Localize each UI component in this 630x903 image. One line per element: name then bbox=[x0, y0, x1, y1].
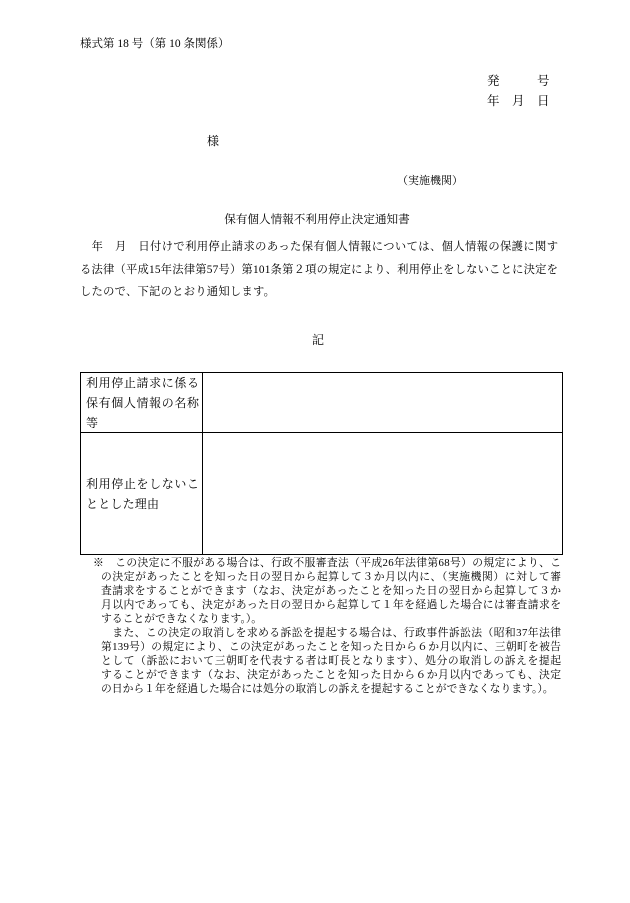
document-title: 保有個人情報不利用停止決定通知書 bbox=[224, 213, 410, 226]
value-cell-target-info bbox=[203, 373, 563, 433]
label-line: 等 bbox=[86, 415, 99, 430]
label-line: ととした理由 bbox=[86, 496, 160, 511]
note-line-8: として（訴訟において三朝町を代表する者は町長となります）、処分の取消しの訴えを提起 bbox=[101, 655, 562, 667]
issue-number-line: 発 号 bbox=[487, 74, 550, 88]
label-line: 利用停止をしないこ bbox=[86, 476, 200, 491]
form-number: 様式第 18 号（第 10 条関係） bbox=[80, 38, 230, 50]
note-line-2: の決定があったことを知った日の翌日から起算して３か月以内に、（実施機関）に対して審 bbox=[101, 571, 562, 583]
note-line-10: の日から１年を経過した場合には処分の取消しの訴えを提起することができなくなります。）。 bbox=[101, 683, 554, 695]
notice-body bbox=[80, 236, 560, 304]
note-line-6: また、この決定の取消しを求める訴訟を提起する場合は、行政事件訴訟法（昭和37年法律 bbox=[101, 627, 562, 639]
note-line-5: することができなくなります。）。 bbox=[101, 613, 263, 625]
appeal-notes bbox=[93, 556, 561, 696]
body-line-1: 年 月 日付けで利用停止請求のあった保有個人情報については、個人情報の保護に関す bbox=[80, 241, 559, 253]
issue-date-line: 年 月 日 bbox=[487, 94, 550, 108]
note-line-9: することができます（なお、決定があったことを知った日から６か月以内であっても、決定 bbox=[101, 669, 562, 681]
label-cell-reason bbox=[81, 433, 203, 555]
ki-marker: 記 bbox=[312, 333, 325, 347]
note-line-1: ※ この決定に不服がある場合は、行政不服審査法（平成26年法律第68号）の規定により、こ bbox=[93, 557, 562, 569]
body-line-3: したので、下記のとおり通知します。 bbox=[80, 286, 276, 298]
info-table bbox=[80, 372, 563, 555]
body-line-2: る法律（平成15年法律第57号）第101条第２項の規定により、利用停止をしないことに決定を bbox=[80, 263, 559, 276]
label-cell-target-info bbox=[81, 373, 203, 433]
note-line-3: 査請求をすることができます（なお、決定があったことを知った日の翌日から起算して３か bbox=[101, 585, 562, 597]
label-line: 利用停止請求に係る bbox=[86, 375, 200, 390]
note-line-4: 月以内であっても、決定があった日の翌日から起算して１年を経過した場合には審査請求を bbox=[101, 599, 562, 611]
addressee-honorific: 様 bbox=[207, 134, 220, 148]
value-cell-reason bbox=[203, 433, 563, 555]
label-line: 保有個人情報の名称 bbox=[86, 395, 200, 410]
note-line-7: 第139号）の規定により、この決定があったことを知った日から６か月以内に、三朝町を被告 bbox=[101, 641, 562, 653]
issuing-agency: （実施機関） bbox=[397, 175, 463, 187]
